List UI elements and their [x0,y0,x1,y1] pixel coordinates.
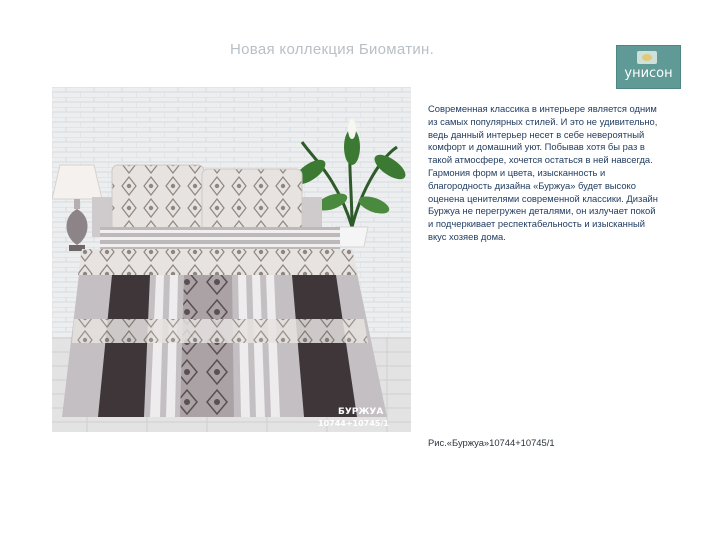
photo-label-code: 10744+10745/1 [318,419,389,428]
brand-logo [616,45,681,89]
photo-label-name: БУРЖУА [338,407,384,417]
pillow-right [202,169,302,235]
product-photo [52,87,411,432]
description-text: Современная классика в интерьере является одним из самых популярных стилей. И это не удивительно, ведь данный интерьер несет в себе невероятный комфорт и домашний уют. Побывав хотя бы раз в такой атмосфере, хочется остаться в ней навсегда. Гармония форм и цвета, изысканность и благородность дизайна «Буржуа» будет высоко оценена ценителями современной классики. Дизайн Буржуа не перегружен деталями, он излучает покой и подчеркивает респектабельность и изысканный вкус хозяев дома. [428,103,658,242]
slide-title: Новая коллекция Биоматин. [230,41,435,58]
logo-emblem-icon [637,51,657,64]
photo-caption: Рис.«Буржуа»10744+10745/1 [428,437,555,448]
duvet-cover [62,249,387,417]
pillow-left [112,165,204,231]
logo-text: унисон [624,66,673,81]
